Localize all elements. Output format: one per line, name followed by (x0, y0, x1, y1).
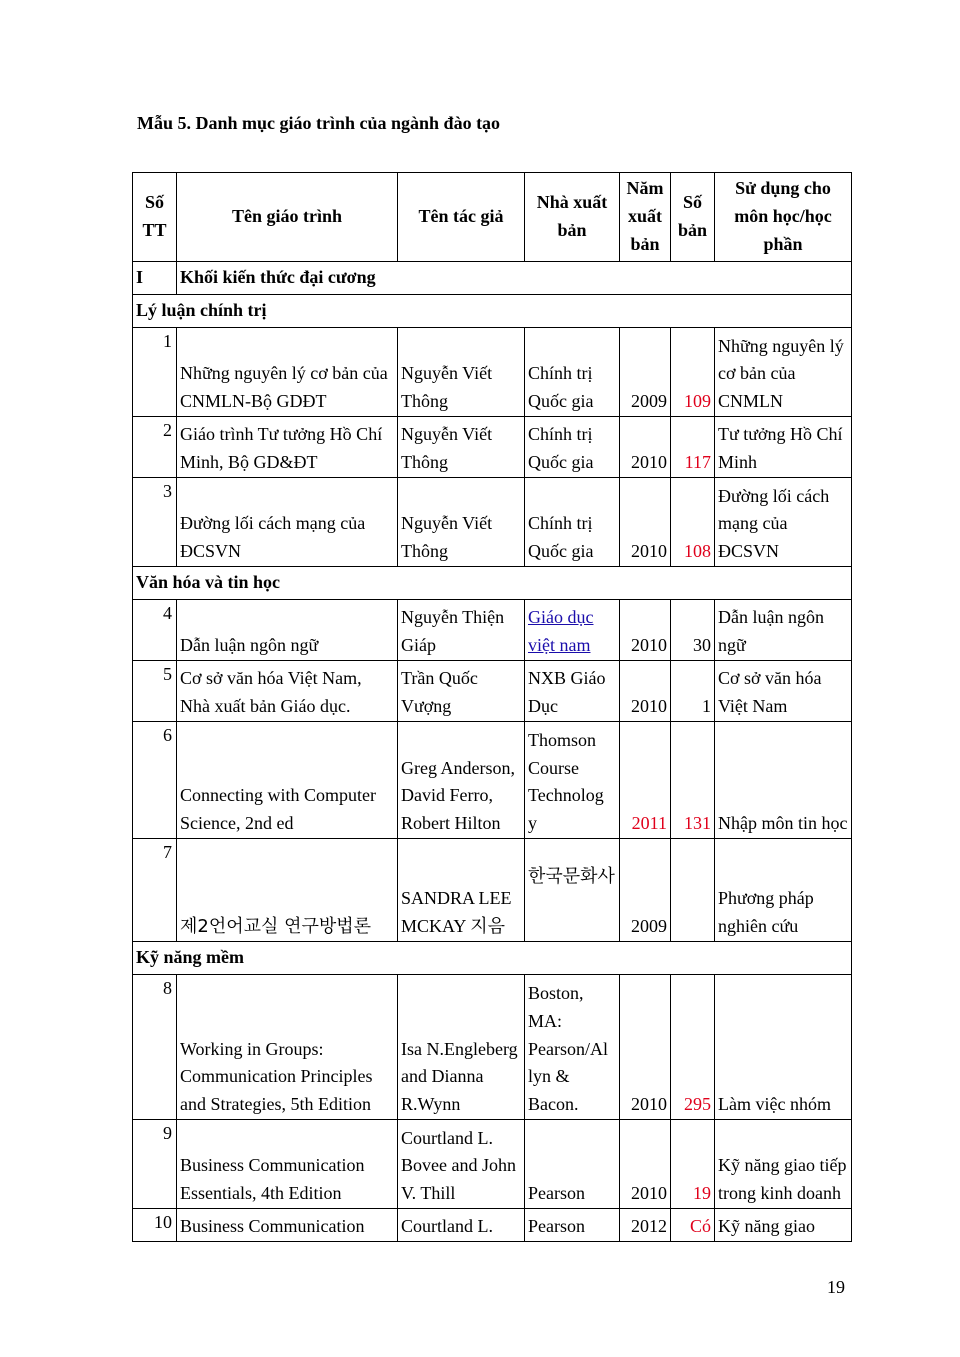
cell-nxb: Chính trị Quốc gia (525, 328, 620, 417)
cell-sudung: Làm việc nhóm (715, 975, 852, 1120)
cell-tacgia: Courtland L. Bovee and John V. Thill (398, 1120, 525, 1209)
header-stt: Số TT (133, 173, 177, 262)
cell-nam: 2010 (620, 600, 671, 661)
cell-soban: 1 (671, 661, 715, 722)
cell-stt: 6 (133, 722, 177, 839)
section-row (133, 295, 852, 328)
section-title: Lý luận chính trị (133, 295, 852, 328)
cell-ten: Business Communication Essentials, 4th Edition (177, 1120, 398, 1209)
cell-nxb: Chính trị Quốc gia (525, 417, 620, 478)
cell-tacgia: Greg Anderson, David Ferro, Robert Hilton (398, 722, 525, 839)
table-row (133, 661, 852, 722)
cell-soban (671, 839, 715, 942)
page-number: 19 (827, 1277, 845, 1297)
cell-ten: 제2언어교실 연구방법론 (177, 839, 398, 942)
table-row (133, 1120, 852, 1209)
cell-nxb: Pearson (525, 1209, 620, 1242)
cell-nxb: 한국문화사 (525, 839, 620, 942)
table-row (133, 600, 852, 661)
publisher-link[interactable]: Giáo dục việt nam (528, 607, 594, 656)
cell-stt: 5 (133, 661, 177, 722)
header-tacgia: Tên tác giả (398, 173, 525, 262)
cell-sudung: Kỹ năng giao tiếp trong kinh doanh (715, 1120, 852, 1209)
cell-soban: 19 (671, 1120, 715, 1209)
cell-stt: 7 (133, 839, 177, 942)
cell-tacgia: Nguyễn Viết Thông (398, 478, 525, 567)
cell-stt: 9 (133, 1120, 177, 1209)
section-title: Kỹ năng mềm (133, 942, 852, 975)
cell-nam: 2009 (620, 839, 671, 942)
cell-soban: 30 (671, 600, 715, 661)
cell-sudung: Kỹ năng giao (715, 1209, 852, 1242)
cell-soban: Có (671, 1209, 715, 1242)
cell-nam: 2010 (620, 478, 671, 567)
cell-sudung: Nhập môn tin học (715, 722, 852, 839)
cell-stt: 10 (133, 1209, 177, 1242)
cell-soban: 131 (671, 722, 715, 839)
cell-nam: 2010 (620, 1120, 671, 1209)
cell-soban: 108 (671, 478, 715, 567)
section-row (133, 942, 852, 975)
cell-ten: Những nguyên lý cơ bản của CNMLN-Bộ GDĐT (177, 328, 398, 417)
cell-nam: 2009 (620, 328, 671, 417)
cell-tacgia: Courtland L. (398, 1209, 525, 1242)
table-row (133, 478, 852, 567)
cell-ten: Đường lối cách mạng của ĐCSVN (177, 478, 398, 567)
table-row (133, 839, 852, 942)
section-row (133, 262, 852, 295)
cell-ten: Giáo trình Tư tưởng Hồ Chí Minh, Bộ GD&ĐT (177, 417, 398, 478)
cell-sudung: Đường lối cách mạng của ĐCSVN (715, 478, 852, 567)
header-ten: Tên giáo trình (177, 173, 398, 262)
cell-tacgia: Nguyễn Viết Thông (398, 417, 525, 478)
cell-tacgia: Trần Quốc Vượng (398, 661, 525, 722)
header-soban: Số bản (671, 173, 715, 262)
table-row (133, 722, 852, 839)
table-row (133, 1209, 852, 1242)
cell-stt: 8 (133, 975, 177, 1120)
cell-stt: 1 (133, 328, 177, 417)
cell-nxb[interactable] (525, 600, 620, 661)
section-title: Văn hóa và tin học (133, 567, 852, 600)
cell-tacgia: Nguyễn Thiện Giáp (398, 600, 525, 661)
section-row (133, 567, 852, 600)
cell-nam: 2010 (620, 417, 671, 478)
section-title: Khối kiến thức đại cương (177, 262, 852, 295)
cell-sudung: Phương pháp nghiên cứu (715, 839, 852, 942)
cell-nam: 2010 (620, 975, 671, 1120)
cell-nam: 2010 (620, 661, 671, 722)
cell-soban: 109 (671, 328, 715, 417)
textbook-table (132, 172, 852, 1242)
table-row (133, 328, 852, 417)
cell-sudung: Tư tưởng Hồ Chí Minh (715, 417, 852, 478)
table-row (133, 975, 852, 1120)
cell-nxb: Chính trị Quốc gia (525, 478, 620, 567)
cell-sudung: Dẫn luận ngôn ngữ (715, 600, 852, 661)
header-sudung: Sử dụng cho môn học/học phần (715, 173, 852, 262)
header-nam: Năm xuất bản (620, 173, 671, 262)
cell-sudung: Những nguyên lý cơ bản của CNMLN (715, 328, 852, 417)
cell-nxb: Pearson (525, 1120, 620, 1209)
cell-soban: 117 (671, 417, 715, 478)
cell-ten: Working in Groups: Communication Principles and Strategies, 5th Edition (177, 975, 398, 1120)
cell-ten: Connecting with Computer Science, 2nd ed (177, 722, 398, 839)
table-row (133, 417, 852, 478)
cell-sudung: Cơ sở văn hóa Việt Nam (715, 661, 852, 722)
cell-soban: 295 (671, 975, 715, 1120)
cell-tacgia: Nguyễn Viết Thông (398, 328, 525, 417)
cell-nam: 2011 (620, 722, 671, 839)
section-number: I (133, 262, 177, 295)
cell-stt: 4 (133, 600, 177, 661)
cell-ten: Dẫn luận ngôn ngữ (177, 600, 398, 661)
cell-tacgia: SANDRA LEE MCKAY 지음 (398, 839, 525, 942)
table-header-row (133, 173, 852, 262)
page-title: Mẫu 5. Danh mục giáo trình của ngành đào tạo (137, 113, 501, 133)
cell-stt: 2 (133, 417, 177, 478)
cell-nxb: Boston, MA: Pearson/Al lyn & Bacon. (525, 975, 620, 1120)
header-nxb: Nhà xuất bản (525, 173, 620, 262)
cell-ten: Business Communication (177, 1209, 398, 1242)
cell-tacgia: Isa N.Engleberg and Dianna R.Wynn (398, 975, 525, 1120)
cell-nxb: NXB Giáo Dục (525, 661, 620, 722)
cell-ten: Cơ sở văn hóa Việt Nam, Nhà xuất bản Giáo dục. (177, 661, 398, 722)
cell-nam: 2012 (620, 1209, 671, 1242)
cell-nxb: Thomson Course Technolog y (525, 722, 620, 839)
cell-stt: 3 (133, 478, 177, 567)
